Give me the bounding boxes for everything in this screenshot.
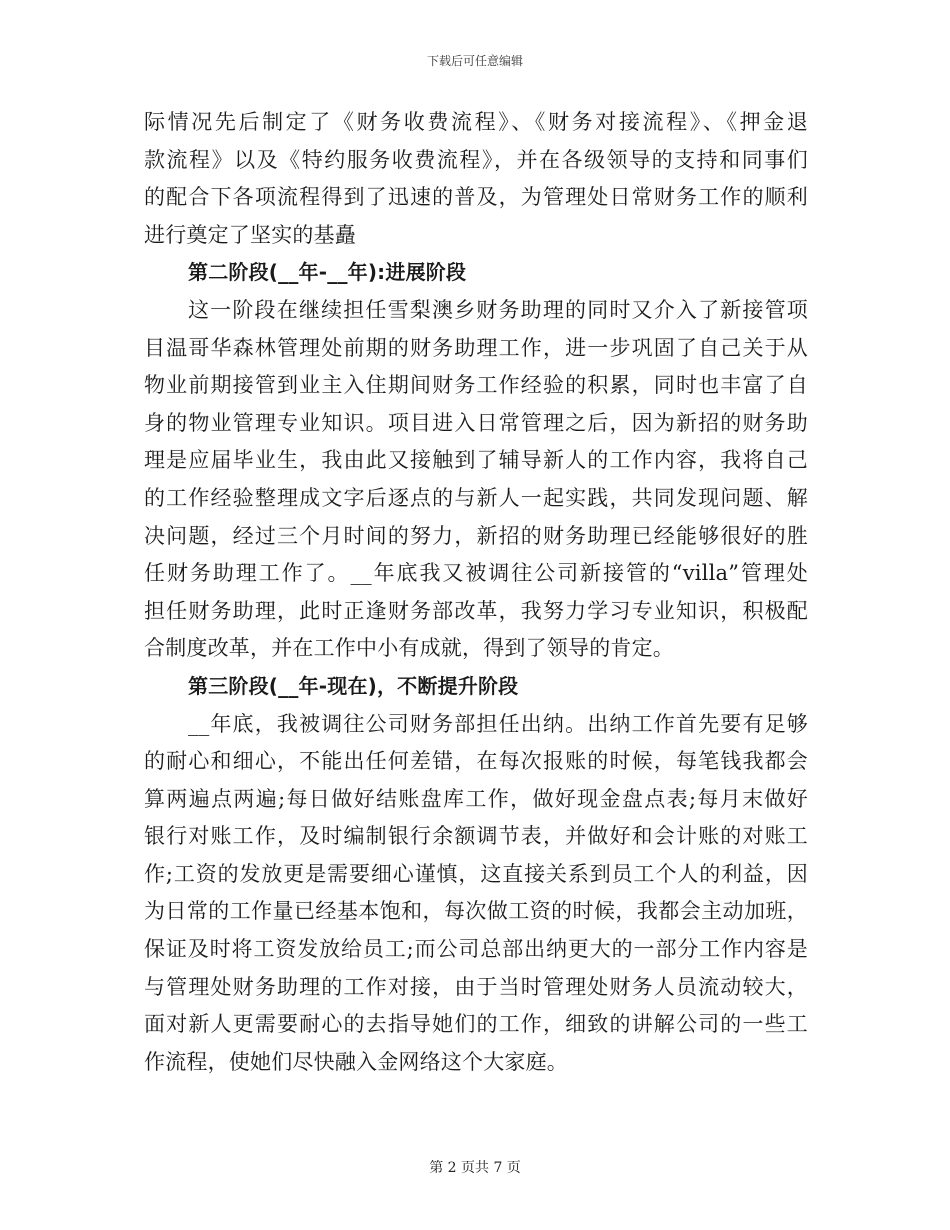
paragraph-line: 身的物业管理专业知识。项目进入日常管理之后，因为新招的财务助 [144,410,808,435]
paragraph-line: 的配合下各项流程得到了迅速的普及，为管理处日常财务工作的顺利 [144,185,808,210]
section-heading: 第三阶段(__年-现在)，不断提升阶段 [188,673,519,698]
paragraph-line: 进行奠定了坚实的基矗 [144,222,356,247]
paragraph-line: 任财务助理工作了。__年底我又被调往公司新接管的“villa”管理处 [144,561,808,586]
paragraph-line: 物业前期接管到业主入住期间财务工作经验的积累，同时也丰富了自 [144,373,808,398]
paragraph-line: 款流程》以及《特约服务收费流程》，并在各级领导的支持和同事们 [144,147,808,172]
paragraph-line: 理是应届毕业生，我由此又接触到了辅导新人的工作内容，我将自己 [144,448,808,473]
section-heading: 第二阶段(__年-__年):进展阶段 [188,260,467,285]
paragraph-line: 际情况先后制定了《财务收费流程》、《财务对接流程》、《押金退 [144,110,808,134]
paragraph-line: 的工作经验整理成文字后逐点的与新人一起实践，共同发现问题、解 [144,485,808,510]
page-header: 下载后可任意编辑 [426,54,523,68]
paragraph-line: 为日常的工作量已经基本饱和，每次做工资的时候，我都会主动加班， [144,899,808,924]
document-body [144,104,808,1081]
paragraph-line: 决问题，经过三个月时间的努力，新招的财务助理已经能够很好的胜 [144,523,808,548]
page-footer: 第 2 页共 7 页 [429,1160,521,1176]
paragraph-line: 作;工资的发放更是需要细心谨慎，这直接关系到员工个人的利益，因 [144,861,808,886]
paragraph-line: 的耐心和细心，不能出任何差错，在每次报账的时候，每笔钱我都会 [144,749,808,774]
paragraph-line: 担任财务助理，此时正逢财务部改革，我努力学习专业知识，积极配 [144,598,808,623]
paragraph-line: 目温哥华森林管理处前期的财务助理工作，进一步巩固了自己关于从 [144,335,808,360]
paragraph-line: 作流程，使她们尽快融入金网络这个大家庭。 [144,1049,568,1074]
paragraph-line: 与管理处财务助理的工作对接，由于当时管理处财务人员流动较大， [144,974,808,999]
paragraph-line: 这一阶段在继续担任雪梨澳乡财务助理的同时又介入了新接管项 [188,297,808,322]
paragraph-line: 面对新人更需要耐心的去指导她们的工作，细致的讲解公司的一些工 [144,1012,808,1037]
paragraph-line: 算两遍点两遍;每日做好结账盘库工作，做好现金盘点表;每月末做好 [144,786,808,811]
paragraph-line: 银行对账工作，及时编制银行余额调节表，并做好和会计账的对账工 [144,824,808,849]
paragraph-line: 保证及时将工资发放给员工;而公司总部出纳更大的一部分工作内容是 [144,937,808,962]
paragraph-line: 合制度改革，并在工作中小有成就，得到了领导的肯定。 [144,636,674,661]
paragraph-line: __年底，我被调往公司财务部担任出纳。出纳工作首先要有足够 [188,711,808,736]
